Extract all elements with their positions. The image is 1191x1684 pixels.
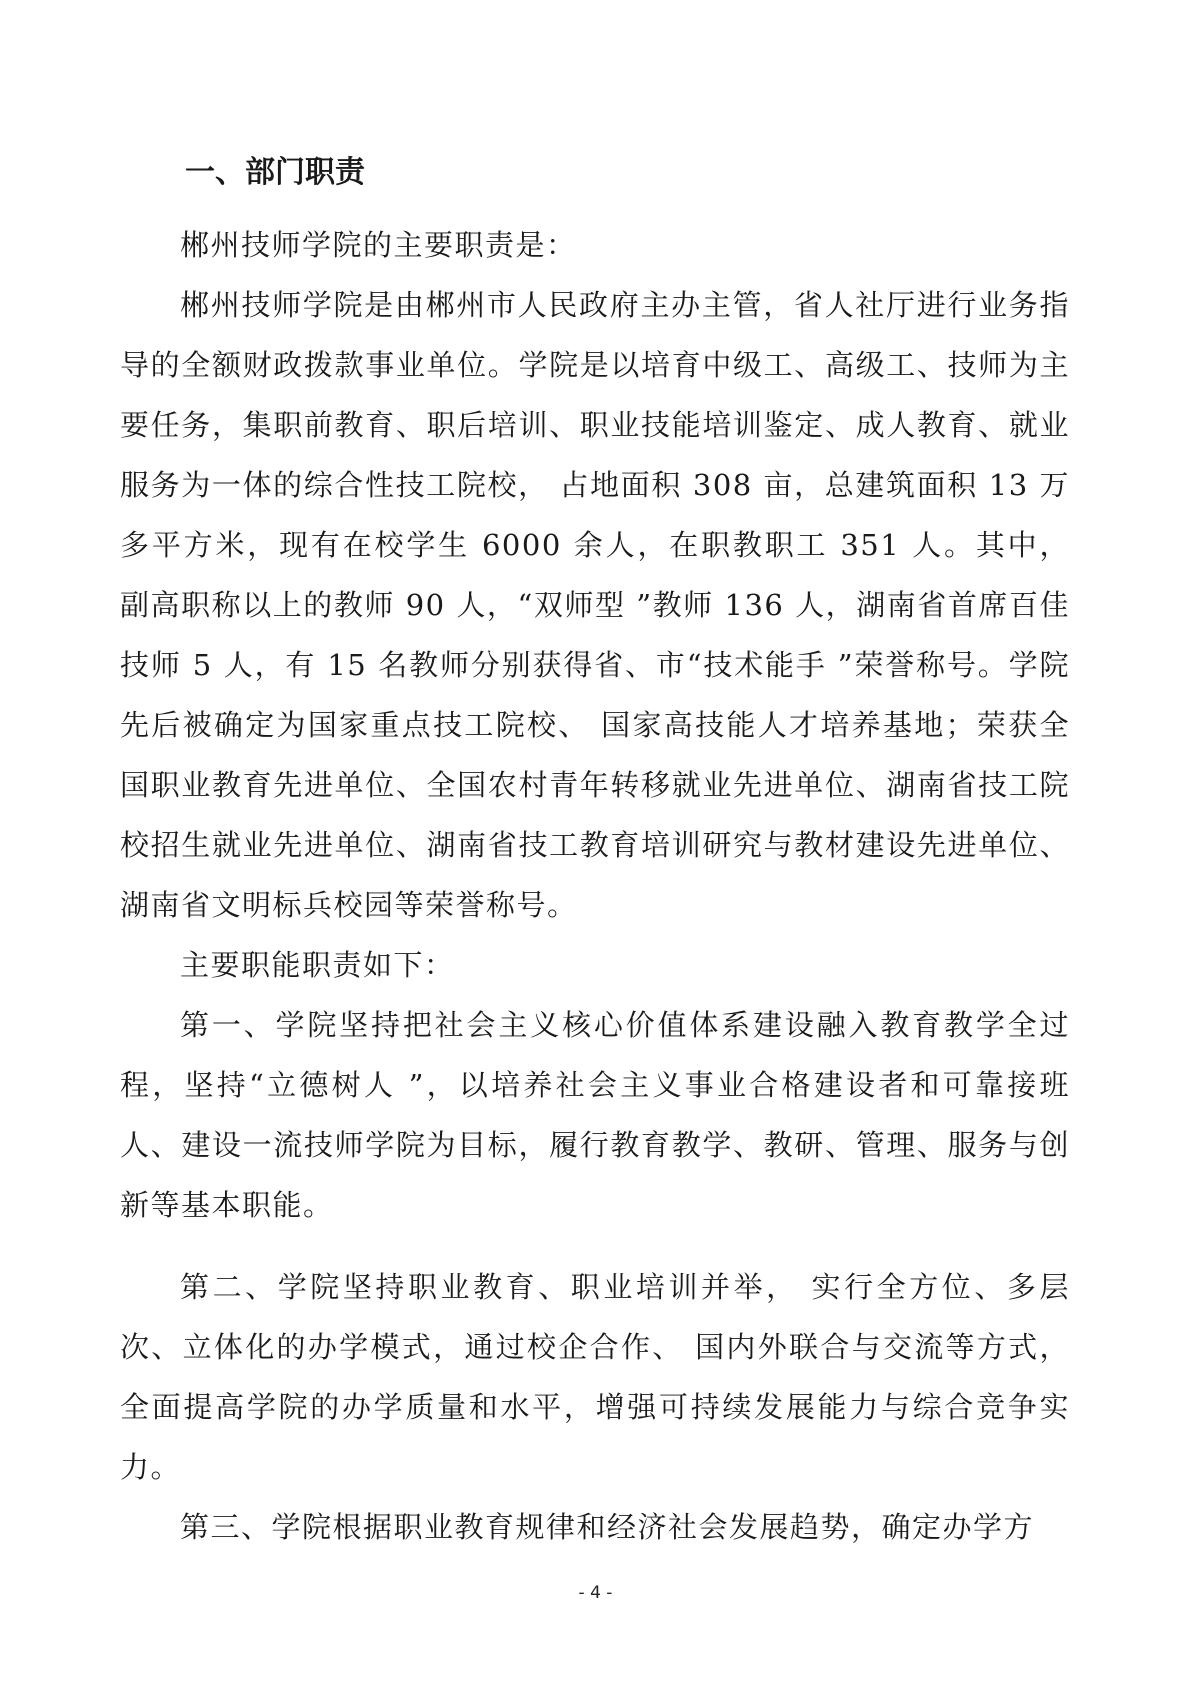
- paragraph-intro: 郴州技师学院的主要职责是：: [180, 228, 577, 262]
- section-heading: 一、部门职责: [185, 155, 365, 190]
- paragraph-duties-intro: 主要职能职责如下：: [180, 948, 455, 982]
- paragraph-overview: 郴州技师学院是由郴州市人民政府主办主管，省人社厅进行业务指导的全额财政拨款事业单位。学院是以培育中级工、高级工、技师为主要任务，集职前教育、职后培训、职业技能培训鉴定、成人教育、就业服务为一体的综合性技工院校， 占地面积 308 亩，总建筑面积 13 万多平方米，现有在校学生 6000 余人，在职教职工 351 人。其中， 副高职称以上的教师 90 人，“双师型 ”教师 136 人，湖南省首席百佳技师 5 人，有 15 名教师分别获得省、市“技术能手 ”荣誉称号。学院先后被确定为国家重点技工院校、 国家高技能人才培养基地；荣获全国职业教育先进单位、全国农村青年转移就业先进单位、湖南省技工院校招生就业先进单位、湖南省技工教育培训研究与教材建设先进单位、湖南省文明标兵校园等荣誉称号。: [120, 288, 1070, 922]
- paragraph-duty-2: 第二、学院坚持职业教育、职业培训并举， 实行全方位、多层次、立体化的办学模式，通过校企合作、 国内外联合与交流等方式，全面提高学院的办学质量和水平，增强可持续发展能力与综合竞争实力。: [120, 1270, 1070, 1484]
- paragraph-duty-1: 第一、学院坚持把社会主义核心价值体系建设融入教育教学全过程，坚持“立德树人 ”，以培养社会主义事业合格建设者和可靠接班人、建设一流技师学院为目标，履行教育教学、教研、管理、服务与创新等基本职能。: [120, 1008, 1070, 1222]
- paragraph-duty-3: 第三、学院根据职业教育规律和经济社会发展趋势，确定办学方: [180, 1510, 1035, 1544]
- page-number: - 4 -: [578, 1583, 613, 1603]
- body-text: [120, 215, 1070, 1557]
